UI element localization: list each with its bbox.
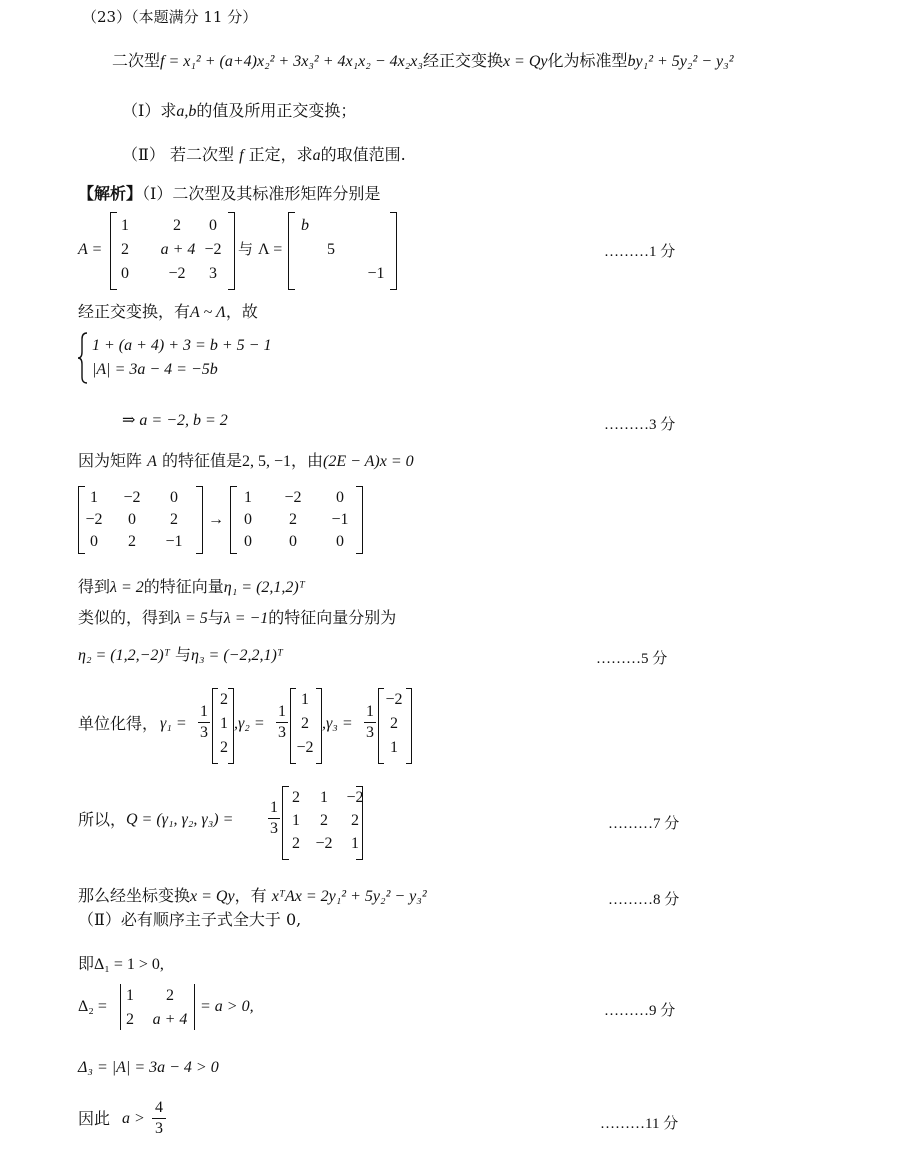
gamma2-entry: 1 xyxy=(301,691,309,708)
lambda-cell: −1 xyxy=(367,265,385,282)
q-cell: 1 xyxy=(292,812,300,829)
analysis-tag: 【解析】 xyxy=(78,184,143,203)
q-cell: 2 xyxy=(292,835,300,852)
fraction-numerator: 1 xyxy=(366,703,374,720)
fraction-line xyxy=(268,818,280,819)
delta1-prefix: 即 xyxy=(78,954,95,973)
transform-eq: x = Qy xyxy=(502,53,548,70)
q-cell: −2 xyxy=(315,835,333,852)
reduce-cell: 0 xyxy=(336,533,344,550)
delta2-label: Δ₂ = xyxy=(78,998,107,1015)
part-1-vars: a,b xyxy=(176,103,197,120)
gamma3-entry: −2 xyxy=(385,691,403,708)
eta2-vector: η₂ = (1,2,−2)ᵀ xyxy=(78,647,170,664)
fraction-numerator: 4 xyxy=(155,1099,163,1116)
result-a-b: ⇒ a = −2, b = 2 xyxy=(122,412,228,429)
gamma3-label: ,γ₃ = xyxy=(322,715,353,732)
delta2-cell: a + 4 xyxy=(152,1011,188,1028)
transform-mid: ，有 xyxy=(234,886,267,905)
eta1-vector: η₁ = (2,1,2)ᵀ xyxy=(223,579,305,596)
gamma1-coefficient xyxy=(198,704,210,741)
fraction-numerator: 1 xyxy=(278,703,286,720)
q-coefficient xyxy=(268,800,280,837)
part-2-var-f: f xyxy=(239,147,244,164)
matrix-a-cell: 0 xyxy=(121,265,129,282)
eta1-lambda: λ = 2 xyxy=(110,579,144,596)
matrix-a-cell: 3 xyxy=(209,265,217,282)
fraction-denominator: 3 xyxy=(366,724,374,741)
reduce-right-bracket-close xyxy=(356,486,363,554)
similarly-prefix: 类似的，得到 xyxy=(78,608,175,627)
fraction-line xyxy=(198,722,210,723)
part-2-question xyxy=(122,147,406,164)
reduce-cell: 0 xyxy=(244,533,252,550)
gamma1-entry: 1 xyxy=(220,715,228,732)
fraction-line xyxy=(276,722,288,723)
unit-prefix: 单位化得， xyxy=(78,714,159,733)
eta23-and: 与 xyxy=(175,645,192,664)
normalized-vectors xyxy=(78,686,438,764)
problem-text-3: 化为标准型 xyxy=(547,51,628,70)
transform-result: xᵀAx = 2y₁² + 5y₂² − y₃² xyxy=(271,888,427,905)
reduce-cell: 0 xyxy=(128,511,136,528)
part-2-mid: 正定，求 xyxy=(248,145,313,164)
part-2-prefix: （Ⅱ） 若二次型 xyxy=(122,145,234,164)
delta1-equation: Δ₁ = 1 > 0, xyxy=(94,956,164,973)
gamma1-label: γ₁ = xyxy=(160,715,187,732)
gamma2-entry: 2 xyxy=(301,715,309,732)
eigen-sep: ，由 xyxy=(291,451,324,470)
fraction-line xyxy=(364,722,376,723)
reduce-cell: 0 xyxy=(289,533,297,550)
delta3-statement: Δ₃ = |A| = 3a − 4 > 0 xyxy=(78,1059,219,1076)
fraction-numerator: 1 xyxy=(200,703,208,720)
delta2-cell: 2 xyxy=(166,987,174,1004)
reduce-cell: 2 xyxy=(128,533,136,550)
problem-statement xyxy=(112,53,734,70)
q-label: Q = (γ₁, γ₂, γ₃) = xyxy=(126,811,234,828)
eigenvalue-statement xyxy=(78,453,414,470)
similar-relation: A ~ Λ xyxy=(190,304,226,321)
determinant-bar-left xyxy=(120,984,121,1030)
problem-text-1: 二次型 xyxy=(112,51,161,70)
score-mark: ………3 分 xyxy=(604,417,676,433)
score-mark: ………9 分 xyxy=(604,1003,676,1019)
conclusion-prefix: 因此 xyxy=(78,1109,111,1128)
reduce-cell: −2 xyxy=(123,489,141,506)
equation-system xyxy=(78,332,338,384)
lambda-cell: 5 xyxy=(327,241,335,258)
reduce-right-bracket xyxy=(230,486,237,554)
fraction-denominator: 3 xyxy=(270,820,278,837)
conclusion-var: a > xyxy=(122,1110,145,1127)
lambda-cell: b xyxy=(301,217,309,234)
delta2-block xyxy=(78,982,278,1032)
transform-statement xyxy=(78,888,427,905)
matrix-a-cell: 2 xyxy=(121,241,129,258)
matrix-a-right-bracket xyxy=(228,212,235,290)
eta23-statement xyxy=(78,647,283,664)
matrix-a-cell: 0 xyxy=(209,217,217,234)
reduce-cell: −2 xyxy=(284,489,302,506)
q-cell: 1 xyxy=(320,789,328,806)
delta2-cell: 2 xyxy=(126,1011,134,1028)
q-matrix-block xyxy=(78,784,378,860)
eta1-mid: 的特征向量 xyxy=(143,577,224,596)
reduce-cell: 0 xyxy=(170,489,178,506)
delta2-cell: 1 xyxy=(126,987,134,1004)
score-mark: ………8 分 xyxy=(608,892,680,908)
part-2-solution: （Ⅱ）必有顺序主子式全大于 0, xyxy=(78,910,302,929)
fraction-line xyxy=(152,1118,166,1119)
reduce-cell: −1 xyxy=(165,533,183,550)
gamma3-coefficient xyxy=(364,704,376,741)
reduce-cell: 1 xyxy=(90,489,98,506)
analysis-text: （Ⅰ）二次型及其标准形矩阵分别是 xyxy=(142,184,381,203)
analysis-heading xyxy=(78,186,380,202)
matrix-joiner: 与 xyxy=(238,240,254,258)
similarly-and: 与 xyxy=(207,608,224,627)
transform-prefix: 那么经坐标变换 xyxy=(78,886,191,905)
similarly-lambda-neg1: λ = −1 xyxy=(223,610,269,627)
q-right-bracket xyxy=(356,786,363,860)
reduce-cell: 0 xyxy=(90,533,98,550)
conclusion-block xyxy=(78,1096,278,1142)
quadratic-form: f = x₁² + (a+4)x₂² + 3x₃² + 4x₁x₂ − 4x₂x₃ xyxy=(160,53,423,70)
reduce-cell: −2 xyxy=(85,511,103,528)
score-mark: ………7 分 xyxy=(608,816,680,832)
fraction-denominator: 3 xyxy=(278,724,286,741)
standard-form: by₁² + 5y₂² − y₃² xyxy=(627,53,734,70)
vector-bracket xyxy=(406,688,412,764)
q-cell: 1 xyxy=(351,835,359,852)
system-equation: 1 + (a + 4) + 3 = b + 5 − 1 xyxy=(92,337,272,354)
gamma2-label: ,γ₂ = xyxy=(234,715,265,732)
lambda-left-bracket xyxy=(288,212,295,290)
part-1-question xyxy=(122,103,356,120)
eigen-mid: 的特征值是 xyxy=(161,451,242,470)
score-mark: ………1 分 xyxy=(604,244,676,260)
reduce-cell: 1 xyxy=(244,489,252,506)
problem-header: （23）（本题满分 11 分） xyxy=(82,8,258,26)
transform-equation: x = Qy xyxy=(190,888,235,905)
eigen-matrix: A xyxy=(147,453,157,470)
gamma1-entry: 2 xyxy=(220,691,228,708)
matrix-a-cell: −2 xyxy=(204,241,222,258)
part-1-prefix: （Ⅰ）求 xyxy=(122,101,177,120)
similarly-lambda-5: λ = 5 xyxy=(174,610,208,627)
q-cell: 2 xyxy=(351,812,359,829)
gamma2-coefficient xyxy=(276,704,288,741)
system-brace xyxy=(78,332,88,384)
eta1-statement xyxy=(78,579,305,596)
lambda-right-bracket xyxy=(390,212,397,290)
q-prefix: 所以， xyxy=(78,810,127,829)
matrix-a-cell: 2 xyxy=(173,217,181,234)
similarly-suffix: 的特征向量分别为 xyxy=(268,608,397,627)
matrix-a-left-bracket xyxy=(110,212,117,290)
reduce-arrow: → xyxy=(208,511,224,528)
matrix-a-cell: 1 xyxy=(121,217,129,234)
eigen-values: 2, 5, −1 xyxy=(242,453,292,470)
matrix-a-cell: a + 4 xyxy=(160,241,196,258)
problem-text-2: 经正交变换 xyxy=(422,51,503,70)
similar-statement xyxy=(78,304,258,321)
reduce-left-bracket-close xyxy=(196,486,203,554)
matrix-a-block xyxy=(78,210,408,292)
determinant-bar-right xyxy=(194,984,195,1030)
part-2-var-a: a xyxy=(312,147,321,164)
conclusion-fraction xyxy=(152,1100,166,1137)
lambda-label: Λ = xyxy=(258,241,283,258)
gamma3-entry: 1 xyxy=(390,739,398,756)
system-equation: |A| = 3a − 4 = −5b xyxy=(92,361,218,378)
similarly-statement xyxy=(78,610,396,627)
reduce-cell: 2 xyxy=(289,511,297,528)
similar-prefix: 经正交变换，有 xyxy=(78,302,191,321)
gamma1-entry: 2 xyxy=(220,739,228,756)
row-reduction xyxy=(78,484,378,556)
eigen-equation: (2E − A)x = 0 xyxy=(323,453,414,470)
reduce-cell: −1 xyxy=(331,511,349,528)
eta3-vector: η₃ = (−2,2,1)ᵀ xyxy=(191,647,283,664)
reduce-cell: 2 xyxy=(170,511,178,528)
matrix-a-label: A = xyxy=(78,241,103,258)
fraction-denominator: 3 xyxy=(155,1120,163,1137)
delta2-result: = a > 0, xyxy=(200,998,254,1015)
similar-suffix: ，故 xyxy=(225,302,258,321)
gamma2-entry: −2 xyxy=(296,739,314,756)
part-1-suffix: 的值及所用正交变换； xyxy=(196,101,357,120)
q-cell: −2 xyxy=(346,789,364,806)
matrix-a-cell: −2 xyxy=(168,265,186,282)
q-cell: 2 xyxy=(320,812,328,829)
reduce-cell: 0 xyxy=(336,489,344,506)
q-cell: 2 xyxy=(292,789,300,806)
delta1-statement xyxy=(78,956,164,973)
eigen-prefix: 因为矩阵 xyxy=(78,451,143,470)
score-mark: ………11 分 xyxy=(600,1116,679,1132)
fraction-numerator: 1 xyxy=(270,799,278,816)
gamma3-entry: 2 xyxy=(390,715,398,732)
fraction-denominator: 3 xyxy=(200,724,208,741)
eta1-prefix: 得到 xyxy=(78,577,111,596)
reduce-cell: 0 xyxy=(244,511,252,528)
part-2-suffix: 的取值范围. xyxy=(320,145,406,164)
score-mark: ………5 分 xyxy=(596,651,668,667)
